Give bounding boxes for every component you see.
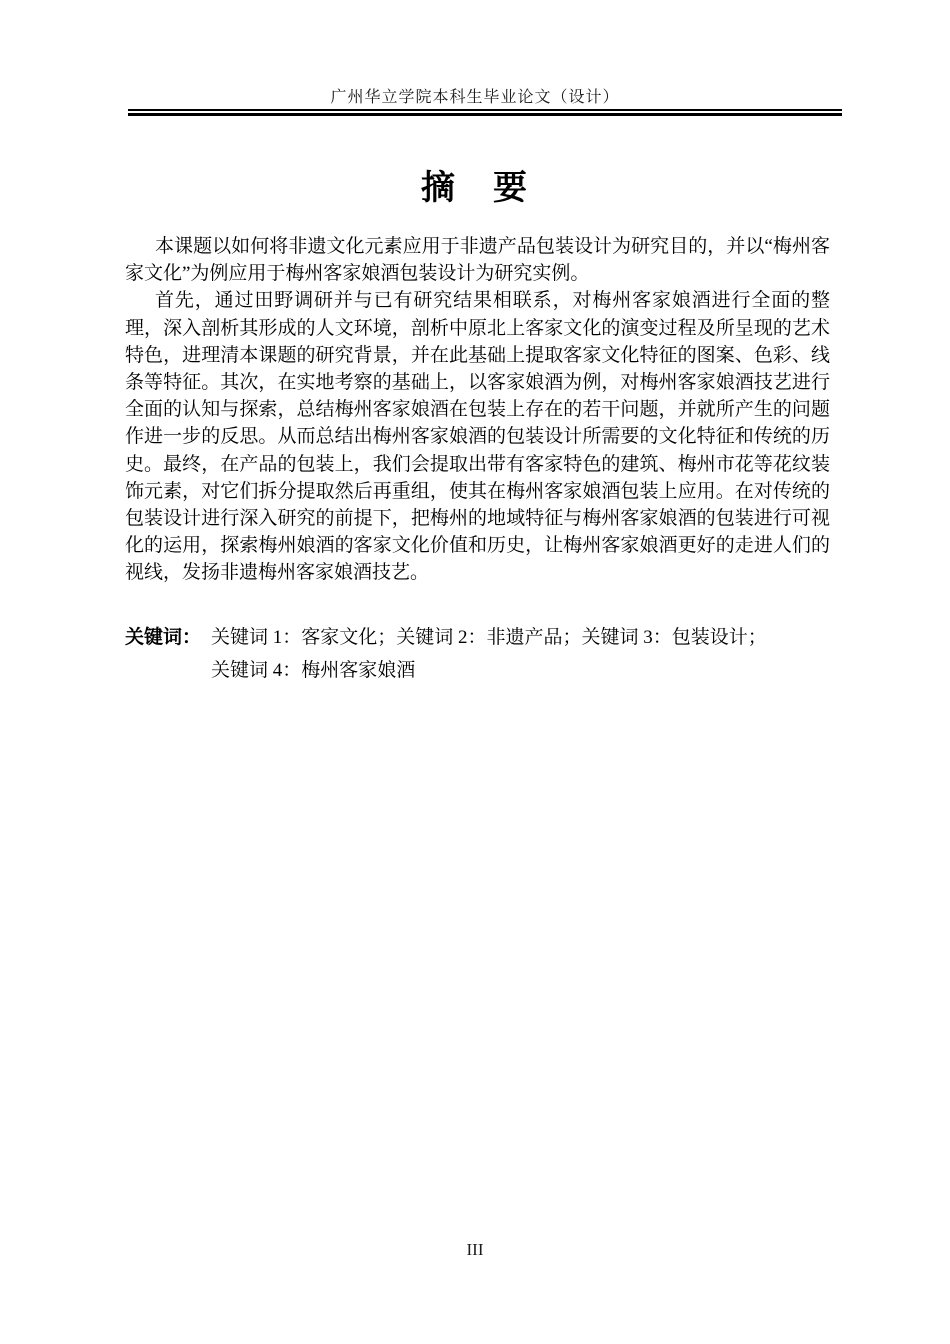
abstract-paragraph-1: 本课题以如何将非遗文化元素应用于非遗产品包装设计为研究目的，并以“梅州客家文化”为例应用于梅州客家娘酒包装设计为研究实例。 — [125, 236, 830, 285]
header-double-rule — [128, 109, 842, 116]
abstract-title: 摘 要 — [421, 170, 529, 207]
abstract-body — [125, 233, 830, 687]
keywords-label: 关键词： — [125, 626, 202, 648]
keywords-section — [125, 621, 830, 687]
keywords-line-1: 关键词 1：客家文化；关键词 2：非遗产品；关键词 3：包装设计； — [211, 626, 767, 648]
page-number: III — [466, 1240, 484, 1259]
abstract-paragraph-2: 首先，通过田野调研并与已有研究结果相联系，对梅州客家娘酒进行全面的整理，深入剖析其形成的人文环境，剖析中原北上客家文化的演变过程及所呈现的艺术特色，进理清本课题的研究背景，并在此基础上提取客家文化特征的图案、色彩、线条等特征。其次，在实地考察的基础上，以客家娘酒为例，对梅州客家娘酒技艺进行全面的认知与探索，总结梅州客家娘酒在包装上存在的若干问题，并就所产生的问题作进一步的反思。从而总结出梅州客家娘酒的包装设计所需要的文化特征和传统的历史。最终，在产品的包装上，我们会提取出带有客家特色的建筑、梅州市花等花纹装饰元素，对它们拆分提取然后再重组，使其在梅州客家娘酒包装上应用。在对传统的包装设计进行深入研究的前提下，把梅州的地域特征与梅州客家娘酒的包装进行可视化的运用，探索梅州娘酒的客家文化价值和历史，让梅州客家娘酒更好的走进人们的视线，发扬非遗梅州客家娘酒技艺。 — [125, 290, 830, 584]
keywords-content — [211, 621, 830, 687]
page-footer — [0, 1240, 950, 1260]
keywords-line-2: 关键词 4：梅州客家娘酒 — [211, 659, 416, 681]
page-header-title: 广州华立学院本科生毕业论文（设计） — [330, 89, 620, 106]
